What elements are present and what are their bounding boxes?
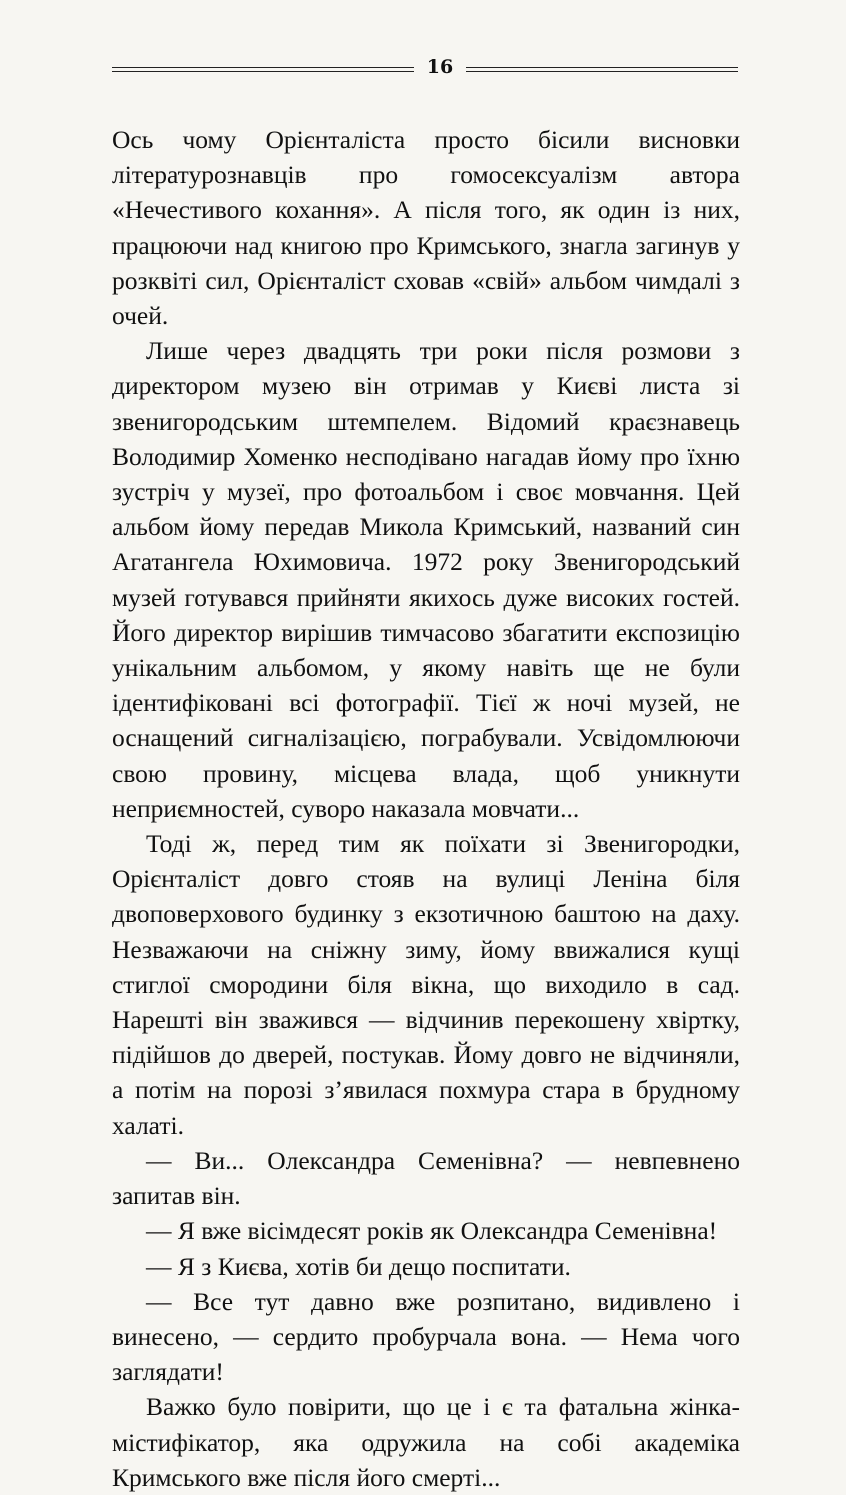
page-number: 16 [426, 56, 454, 78]
header-rule-right [466, 67, 738, 72]
page-header [112, 50, 738, 94]
dialogue-line-1: — Ви... Олександра Семенівна? — невпевнено запитав він. [112, 1145, 740, 1211]
dialogue-line-3: — Я з Києва, хотів би дещо поспитати. [146, 1251, 571, 1281]
page-body [112, 122, 740, 1495]
header-rule-left [112, 67, 414, 72]
paragraph-final: Важко було повірити, що це і є та фатальна жінка-містифікатор, яка одружила на собі академіка Кримського вже після його смерті... [112, 1392, 740, 1492]
dialogue-line-2: — Я вже вісімдесят років як Олександра Семенівна! [146, 1216, 718, 1246]
paragraph-2: Лише через двадцять три роки після розмови з директором музею він отримав у Києві листа зі звенигородським штемпелем. Відомий краєзнавець Володимир Хоменко несподівано нагадав йому про їхню зустріч у музеї, про фотоальбом і своє мовчання. Цей альбом йому передав Микола Кримський, названий син Агатангела Юхимовича. 1972 року Звенигородський музей готувався прийняти якихось дуже високих гостей. Його директор вирішив тимчасово збагатити експозицію унікальним альбомом, у якому навіть ще не були ідентифіковані всі фотографії. Тієї ж ночі музей, не оснащений сигналізацією, пограбували. Усвідомлюючи свою провину, місцева влада, щоб уникнути неприємностей, суворо наказала мовчати... [112, 336, 740, 823]
paragraph-3: Тоді ж, перед тим як поїхати зі Звенигородки, Орієнталіст довго стояв на вулиці Леніна біля двоповерхового будинку з екзотичною баштою на даху. Незважаючи на сніжну зиму, йому ввижалися кущі стиглої смородини біля вікна, що виходило в сад. Нарешті він зважився — відчинив перекошену хвіртку, підійшов до дверей, постукав. Йому довго не відчиняли, а потім на порозі з’явилася похмура стара в брудному халаті. [112, 829, 740, 1140]
dialogue-line-4: — Все тут давно вже розпитано, видивлено і винесено, — сердито пробурчала вона. — Нема чого заглядати! [112, 1286, 740, 1387]
paragraph-1: Ось чому Орієнталіста просто бісили висновки літературознавців про гомосексуалізм автора «Нечестивого кохання». А після того, як один із них, працюючи над книгою про Кримського, знагла загинув у розквіті сил, Орієнталіст сховав «свій» альбом чимдалі з очей. [112, 125, 740, 331]
